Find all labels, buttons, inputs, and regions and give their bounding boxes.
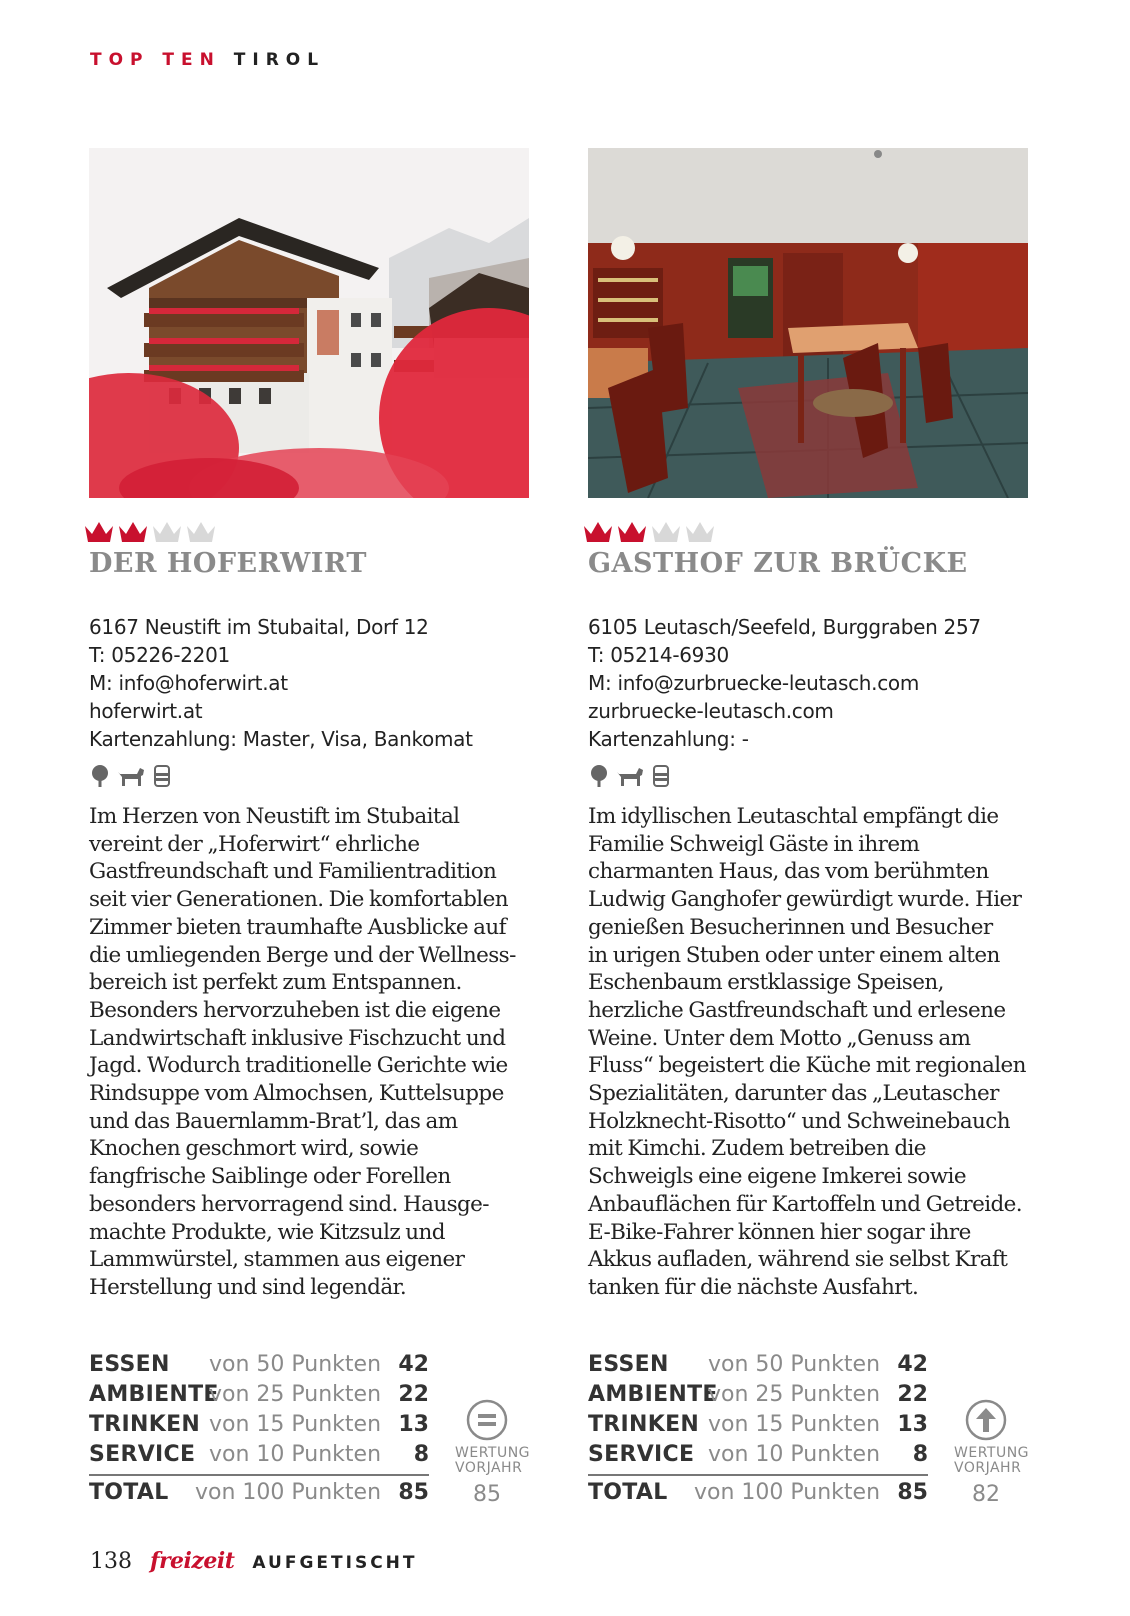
previous-rating: [954, 1398, 1030, 1507]
feature-icons: [89, 763, 529, 789]
description-line: Im Herzen von Neustift im Stubaital: [89, 804, 460, 829]
phone: T: 05226-2201: [89, 643, 230, 667]
phone: T: 05214-6930: [588, 643, 729, 667]
score-value: 22: [398, 1382, 429, 1407]
score-value: 85: [897, 1480, 928, 1505]
score-label: von 25 Punkten: [209, 1382, 382, 1407]
description-line: machte Produkte, wie Kitzsulz und: [89, 1219, 445, 1245]
previous-label: VORJAHR: [954, 1460, 1022, 1476]
description-line: tanken für die nächste Ausfahrt.: [588, 1274, 919, 1300]
description-line: herzliche Gastfreundschaft und erlesene: [588, 997, 1006, 1023]
contact-block: [89, 613, 529, 753]
description-line: mit Kimchi. Zudem betreiben die: [588, 1136, 926, 1162]
description-line: besonders hervorragend sind. Hausge-: [89, 1191, 489, 1217]
kicker-dark: TIROL: [233, 50, 326, 70]
previous-rating: [455, 1398, 531, 1507]
crown-filled-icon: [117, 520, 149, 544]
jar-icon: [652, 764, 670, 788]
description-line: bereich ist perfekt zum Entspannen.: [89, 970, 462, 996]
description-line: E-Bike-Fahrer können hier sogar ihre: [588, 1219, 971, 1245]
address: 6167 Neustift im Stubaital, Dorf 12: [89, 615, 429, 639]
description-line: Lammwürstel, stammen aus eigener: [89, 1247, 465, 1273]
previous-value: 82: [972, 1482, 1000, 1507]
score-value: 85: [398, 1480, 429, 1505]
description-line: Herstellung und sind legendär.: [89, 1274, 407, 1300]
previous-label: WERTUNG: [455, 1445, 531, 1461]
restaurant-name: GASTHOF ZUR BRÜCKE: [588, 548, 968, 579]
score-label: von 15 Punkten: [708, 1412, 881, 1437]
dog-icon: [616, 764, 646, 788]
score-value: 13: [398, 1412, 429, 1437]
score-value: 8: [413, 1442, 429, 1467]
feature-icons: [588, 763, 1028, 789]
description-line: Eschenbaum erstklassige Speisen,: [588, 970, 944, 996]
email-link[interactable]: M: info@zurbruecke-leutasch.com: [588, 671, 920, 695]
address: 6105 Leutasch/Seefeld, Burggraben 257: [588, 615, 981, 639]
website-link[interactable]: zurbruecke-leutasch.com: [588, 699, 834, 723]
score-row: [588, 1440, 928, 1470]
score-row: [588, 1410, 928, 1440]
score-label: von 50 Punkten: [209, 1352, 382, 1377]
description-line: vereint der „Hoferwirt“ ehrliche: [89, 831, 420, 857]
description-line: und das Bauernlamm-Brat’l, das am: [89, 1108, 458, 1134]
description-line: Landwirtschaft inklusive Fischzucht und: [89, 1025, 506, 1051]
description-line: charmanten Haus, das vom berühmten: [588, 859, 989, 885]
description-line: Familie Schweigl Gäste in ihrem: [588, 831, 920, 857]
arrow-up-circle-icon: [964, 1398, 1008, 1442]
score-category: TRINKEN: [588, 1412, 700, 1437]
crown-empty-icon: [684, 520, 716, 544]
description-line: Schweigls eine eigene Imkerei sowie: [588, 1164, 966, 1190]
score-category: ESSEN: [89, 1352, 170, 1377]
score-table-gasthof-zur-bruecke: [588, 1350, 1030, 1510]
description-line: in urigen Stuben oder unter einem alten: [588, 942, 1000, 968]
section-kicker: [90, 50, 325, 70]
rating-crowns: [83, 520, 529, 546]
crown-filled-icon: [616, 520, 648, 544]
equal-circle-icon: [465, 1398, 509, 1442]
jar-icon: [153, 764, 171, 788]
previous-value: 85: [473, 1482, 501, 1507]
description-line: Gastfreundschaft und Familientradition: [89, 859, 497, 885]
crown-empty-icon: [151, 520, 183, 544]
score-label: von 100 Punkten: [694, 1480, 881, 1505]
score-category: AMBIENTE: [588, 1382, 718, 1407]
score-row: [89, 1350, 429, 1380]
description-line: die umliegenden Berge und der Wellness-: [89, 942, 516, 968]
tree-icon: [89, 764, 111, 788]
score-row: [588, 1380, 928, 1410]
previous-label: VORJAHR: [455, 1460, 523, 1476]
score-category: SERVICE: [588, 1442, 695, 1467]
restaurant-name: DER HOFERWIRT: [89, 548, 367, 579]
score-label: von 50 Punkten: [708, 1352, 881, 1377]
restaurant-card-gasthof-zur-bruecke: [588, 148, 1028, 1302]
score-divider: [89, 1474, 429, 1476]
website-link[interactable]: hoferwirt.at: [89, 699, 203, 723]
score-label: von 10 Punkten: [209, 1442, 382, 1467]
score-category: TOTAL: [588, 1480, 668, 1505]
page-number: 138: [90, 1549, 132, 1574]
score-label: von 100 Punkten: [195, 1480, 382, 1505]
score-value: 22: [897, 1382, 928, 1407]
photo-gasthof-zur-bruecke: [588, 148, 1028, 498]
section-name: AUFGETISCHT: [252, 1553, 418, 1573]
score-category: TOTAL: [89, 1480, 169, 1505]
crown-filled-icon: [83, 520, 115, 544]
description-line: Im idyllischen Leutaschtal empfängt die: [588, 804, 999, 829]
description-line: Knochen geschmort wird, sowie: [89, 1136, 419, 1162]
score-value: 42: [897, 1352, 928, 1377]
score-category: ESSEN: [588, 1352, 669, 1377]
restaurant-card-hoferwirt: [89, 148, 529, 1302]
description-line: Weine. Unter dem Motto „Genuss am: [588, 1025, 971, 1051]
description-line: Ludwig Ganghofer gewürdigt wurde. Hier: [588, 887, 1022, 913]
score-row: [89, 1380, 429, 1410]
brand-logo: freizeit: [150, 1548, 235, 1574]
score-category: TRINKEN: [89, 1412, 201, 1437]
description-line: seit vier Generationen. Die komfortablen: [89, 887, 508, 913]
page-footer: [90, 1548, 418, 1578]
description-line: Akkus aufladen, während sie selbst Kraft: [588, 1247, 1008, 1273]
description-line: Jagd. Wodurch traditionelle Gerichte wie: [89, 1053, 508, 1079]
score-row: [89, 1410, 429, 1440]
payment-info: Kartenzahlung: Master, Visa, Bankomat: [89, 727, 473, 751]
kicker-red: TOP TEN: [90, 50, 221, 70]
description-line: Holzknecht-Risotto“ und Schweinebauch: [588, 1108, 1010, 1134]
score-category: AMBIENTE: [89, 1382, 219, 1407]
description-line: Fluss“ begeistert die Küche mit regionalen: [588, 1053, 1026, 1079]
description: [588, 803, 1028, 1302]
score-divider: [588, 1474, 928, 1476]
description-line: Rindsuppe vom Almochsen, Kuttelsuppe: [89, 1081, 504, 1107]
score-label: von 10 Punkten: [708, 1442, 881, 1467]
score-value: 13: [897, 1412, 928, 1437]
description-line: fangfrische Saiblinge oder Forellen: [89, 1164, 451, 1190]
score-label: von 15 Punkten: [209, 1412, 382, 1437]
score-value: 42: [398, 1352, 429, 1377]
dog-icon: [117, 764, 147, 788]
description-line: Anbauflächen für Kartoffeln und Getreide.: [588, 1191, 1023, 1217]
payment-info: Kartenzahlung: -: [588, 727, 749, 751]
email-link[interactable]: M: info@hoferwirt.at: [89, 671, 288, 695]
description-line: Zimmer bieten traumhafte Ausblicke auf: [89, 914, 506, 940]
description-line: Besonders hervorzuheben ist die eigene: [89, 997, 501, 1023]
score-row: [588, 1350, 928, 1380]
crown-empty-icon: [650, 520, 682, 544]
contact-block: [588, 613, 1028, 753]
score-label: von 25 Punkten: [708, 1382, 881, 1407]
score-value: 8: [912, 1442, 928, 1467]
previous-label: WERTUNG: [954, 1445, 1030, 1461]
crown-empty-icon: [185, 520, 217, 544]
score-total-row: [588, 1478, 928, 1508]
score-row: [89, 1440, 429, 1470]
score-table-hoferwirt: [89, 1350, 531, 1510]
crown-filled-icon: [582, 520, 614, 544]
score-total-row: [89, 1478, 429, 1508]
score-category: SERVICE: [89, 1442, 196, 1467]
photo-hoferwirt: [89, 148, 529, 498]
tree-icon: [588, 764, 610, 788]
description-line: Spezialitäten, darunter das „Leutascher: [588, 1081, 999, 1107]
description-line: genießen Besucherinnen und Besucher: [588, 914, 993, 940]
rating-crowns: [582, 520, 1028, 546]
description: [89, 803, 529, 1302]
